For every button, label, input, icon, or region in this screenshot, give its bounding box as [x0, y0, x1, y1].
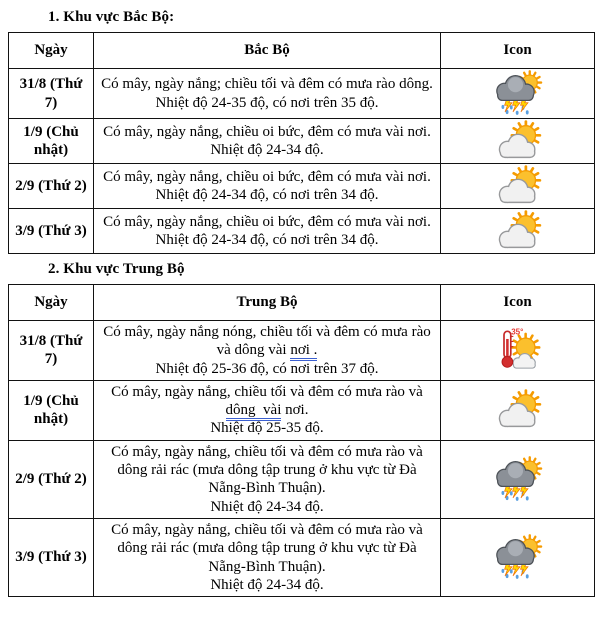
forecast-text: Nhiệt độ 24-34 độ. [210, 142, 324, 158]
forecast-table [8, 32, 595, 254]
forecast-row [9, 321, 595, 381]
forecast-text-cell [94, 380, 441, 440]
storm-cloud-highlight [507, 77, 522, 92]
column-header-icon: Icon [441, 33, 595, 69]
grammar-marked-text: nơi . [290, 342, 317, 361]
forecast-line [99, 323, 435, 360]
forecast-text: Có mây, ngày nắng, chiều tối và đêm có mưa rào và dông rải rác (mưa dông tập trung ở khu vực từ Đà Nẵng-Bình Thuận). [111, 521, 427, 575]
forecast-row [9, 518, 595, 596]
forecast-text-cell [94, 69, 441, 119]
forecast-text: Có mây, ngày nắng; chiều tối và đêm có mưa rào dông. [101, 76, 433, 93]
forecast-text: Có mây, ngày nắng, chiều tối và đêm có mưa rào và dông rải rác (mưa dông tập trung ở khu vực từ Đà Nẵng-Bình Thuận). [111, 443, 427, 497]
storm-sun-icon [490, 456, 546, 503]
forecast-row [9, 164, 595, 209]
forecast-text: Có mây, ngày nắng nóng, chiều tối và đêm có mưa rào và dông vài [103, 324, 435, 359]
thermometer-label: 35° [510, 328, 523, 338]
table-header-row [9, 285, 595, 321]
weather-icon-cell [441, 380, 595, 440]
forecast-line [99, 576, 435, 594]
weather-icon-cell [441, 164, 595, 209]
forecast-row [9, 380, 595, 440]
sun-behind-cloud-icon [490, 165, 546, 207]
sun-behind-cloud-icon [490, 389, 546, 431]
forecast-text: Nhiệt độ 24-34 độ. [210, 576, 324, 593]
forecast-text-cell [94, 321, 441, 381]
forecast-line [99, 168, 435, 186]
section-title: 1. Khu vực Bắc Bộ: [48, 9, 175, 25]
forecast-line [99, 360, 435, 378]
forecast-table [8, 284, 595, 597]
forecast-row [9, 440, 595, 518]
date-cell: 31/8 (Thứ 7) [9, 69, 94, 119]
weather-icon-cell [441, 321, 595, 381]
column-header-date: Ngày [9, 33, 94, 69]
forecast-line [99, 521, 435, 576]
forecast-line [99, 186, 435, 204]
date-cell: 31/8 (Thứ 7) [9, 321, 94, 381]
storm-cloud-highlight [507, 541, 522, 556]
forecast-row [9, 209, 595, 254]
date-cell: 3/9 (Thứ 3) [9, 518, 94, 596]
column-header-region: Bắc Bộ [94, 33, 441, 69]
forecast-text: Nhiệt độ 24-35 độ, có nơi trên 35 độ. [155, 94, 379, 111]
forecast-line [99, 498, 435, 516]
forecast-text: Có mây, ngày nắng, chiều tối và đêm có mưa rào và [111, 383, 427, 400]
grammar-marked-text: dông vài [226, 402, 282, 421]
forecast-text: Có mây, ngày nắng, chiều oi bức, đêm có mưa vài nơi. [103, 168, 431, 185]
forecast-section [8, 9, 596, 254]
sun-behind-cloud-icon [490, 120, 546, 162]
forecast-text: Nhiệt độ 25-35 độ. [210, 420, 324, 437]
weather-icon-cell [441, 209, 595, 254]
date-cell: 1/9 (Chủ nhật) [9, 380, 94, 440]
column-header-icon: Icon [441, 285, 595, 321]
forecast-text-cell [94, 164, 441, 209]
forecast-line [99, 94, 435, 112]
hot-thermometer-sun-icon [490, 327, 546, 373]
date-cell: 1/9 (Chủ nhật) [9, 119, 94, 164]
storm-cloud-highlight [507, 463, 522, 478]
table-header-row [9, 33, 595, 69]
weather-icon-cell [441, 69, 595, 119]
sun-behind-cloud-icon [490, 210, 546, 252]
forecast-line [99, 383, 435, 420]
column-header-region: Trung Bộ [94, 285, 441, 321]
table-body [9, 69, 595, 254]
forecast-text: Nhiệt độ 24-34 độ, có nơi trên 34 độ. [155, 187, 379, 203]
forecast-text: nơi. [281, 402, 309, 419]
storm-sun-icon [490, 534, 546, 581]
forecast-text: Nhiệt độ 24-34 độ, có nơi trên 34 độ. [155, 232, 379, 248]
section-title: 2. Khu vực Trung Bộ [48, 261, 185, 277]
forecast-row [9, 119, 595, 164]
forecast-text: Nhiệt độ 24-34 độ. [210, 498, 324, 515]
forecast-text-cell [94, 440, 441, 518]
weather-icon-cell [441, 518, 595, 596]
table-body [9, 321, 595, 597]
forecast-line [99, 213, 435, 231]
date-cell: 2/9 (Thứ 2) [9, 440, 94, 518]
forecast-text-cell [94, 518, 441, 596]
forecast-text: Có mây, ngày nắng, chiều oi bức, đêm có mưa vài nơi. [103, 123, 431, 140]
forecast-section [8, 261, 596, 597]
weather-icon-cell [441, 119, 595, 164]
forecast-row [9, 69, 595, 119]
storm-sun-icon [490, 70, 546, 117]
forecast-line [99, 419, 435, 437]
forecast-text: Có mây, ngày nắng, chiều oi bức, đêm có mưa vài nơi. [103, 213, 431, 230]
forecast-line [99, 231, 435, 249]
column-header-date: Ngày [9, 285, 94, 321]
forecast-text-cell [94, 209, 441, 254]
date-cell: 2/9 (Thứ 2) [9, 164, 94, 209]
forecast-line [99, 141, 435, 159]
date-cell: 3/9 (Thứ 3) [9, 209, 94, 254]
forecast-text: Nhiệt độ 25-36 độ, có nơi trên 37 độ. [155, 360, 379, 377]
forecast-line [99, 443, 435, 498]
forecast-text-cell [94, 119, 441, 164]
forecast-line [99, 123, 435, 141]
forecast-line [99, 75, 435, 93]
weather-icon-cell [441, 440, 595, 518]
